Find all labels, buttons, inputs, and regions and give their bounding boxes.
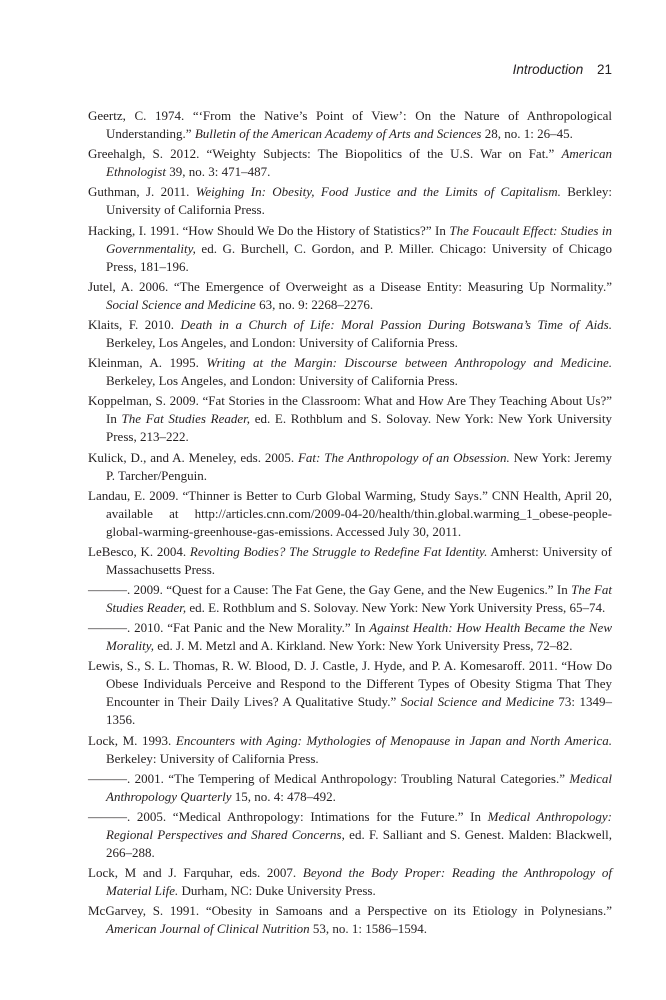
reference-text: Lewis, S., S. L. Thomas, R. W. Blood, D. J. Castle, J. Hyde, and P. A. Komesaroff. 2011. “How Do Obese Individuals Perceive and Respond to the Different Types of Obesity Stigma That They Encounter in Their Daily Lives? A Qualitative Study.” [88,658,612,710]
reference-text: ———. 2001. “The Tempering of Medical Anthropology: Troubling Natural Categories.” [88,770,570,786]
reference-details: Durham, NC: Duke University Press. [178,883,376,899]
reference-entry [88,487,612,541]
reference-title: Medical Anthropology Quarterly [106,770,612,804]
reference-text: Kleinman, A. 1995. [88,355,207,371]
reference-title: Death in a Church of Life: Moral Passion During Botswana’s Time of Aids. [180,316,612,332]
reference-title: Social Science and Medicine [400,694,554,710]
reference-text: ———. 2009. “Quest for a Cause: The Fat Gene, the Gay Gene, and the New Eugenics.” In [88,582,572,598]
reference-text: McGarvey, S. 1991. “Obesity in Samoans and a Perspective on its Etiology in Polynesians.” [88,903,612,919]
reference-entry [88,864,612,900]
section-title: Introduction [512,62,584,77]
reference-entry [88,392,612,446]
reference-title: The Fat Studies Reader, [121,411,251,427]
reference-title: Social Science and Medicine [106,296,256,312]
reference-text: Guthman, J. 2011. [88,184,196,200]
reference-text: Koppelman, S. 2009. “Fat Stories in the Classroom: What and How Are They Teaching About Us?” In [88,393,612,427]
reference-entry [88,278,612,314]
reference-details: Berkeley: University of California Press. [106,750,319,766]
reference-title: American Ethnologist [106,146,612,180]
reference-details: 73: 1349–1356. [106,694,612,728]
reference-details: ed. E. Rothblum and S. Solovay. New York: New York University Press, 65–74. [186,600,606,616]
reference-entry [88,183,612,219]
reference-title: Bulletin of the American Academy of Arts and Sciences [194,126,482,141]
reference-title: Weighing In: Obesity, Food Justice and the Limits of Capitalism. [195,184,561,200]
reference-entry [88,449,612,485]
reference-entry [88,222,612,276]
reference-entry [88,316,612,352]
reference-details: 28, no. 1: 26–45. [481,126,573,141]
reference-text: Klaits, F. 2010. [88,316,181,332]
reference-text: Landau, E. 2009. “Thinner is Better to Curb Global Warming, Study Says.” CNN Health, April 20, available at http://articles.cnn.com/2009-04-20/health/thin.global.warming_1_obese-people-global-warming-greenhouse-gas-emissions. Accessed July 30, 2011. [88,487,612,539]
reference-title: Revolting Bodies? The Struggle to Redefine Fat Identity. [189,543,488,559]
reference-title: Beyond the Body Proper: Reading the Anthropology of Material Life. [106,865,612,899]
reference-title: The Fat Studies Reader, [106,582,612,616]
reference-text: Greehalgh, S. 2012. “Weighty Subjects: The Biopolitics of the U.S. War on Fat.” [88,146,562,162]
reference-details: ed. E. Rothblum and S. Solovay. New York: New York University Press, 213–222. [106,411,612,445]
reference-title: Writing at the Margin: Discourse between Anthropology and Medicine. [206,355,613,371]
reference-text: Kulick, D., and A. Meneley, eds. 2005. [88,449,298,465]
reference-text: Jutel, A. 2006. “The Emergence of Overweight as a Disease Entity: Measuring Up Normality.” [88,278,612,294]
reference-details: ed. G. Burchell, C. Gordon, and P. Miller. Chicago: University of Chicago Press, 181–196. [106,240,612,274]
reference-entry [88,619,612,655]
reference-entry [88,770,612,806]
reference-details: 39, no. 3: 471–487. [165,164,271,180]
reference-details: ed. F. Salliant and S. Genest. Malden: Blackwell, 266–288. [106,827,612,860]
reference-title: Encounters with Aging: Mythologies of Menopause in Japan and North America. [175,732,612,748]
reference-entry [88,145,612,181]
reference-entry [88,657,612,729]
page-number: 21 [596,62,612,77]
reference-list [88,107,612,941]
reference-details: 63, no. 9: 2268–2276. [255,296,374,312]
reference-details: New York: Jeremy P. Tarcher/Penguin. [106,449,613,483]
reference-details: 15, no. 4: 478–492. [231,788,336,804]
reference-text: Lock, M. 1993. [88,732,176,748]
reference-title: The Foucault Effect: Studies in Governmentality, [106,222,612,256]
reference-details: Berkeley, Los Angeles, and London: University of California Press. [106,373,458,389]
reference-title: American Journal of Clinical Nutrition [106,921,310,937]
reference-entry [88,732,612,768]
reference-title: Against Health: How Health Became the New Morality, [106,620,612,654]
reference-entry [88,354,612,390]
reference-entry [88,902,612,938]
reference-text: Geertz, C. 1974. “‘From the Native’s Point of View’: On the Nature of Anthropological Understanding.” [88,108,612,141]
reference-entry [88,543,612,579]
reference-details: Berkeley, Los Angeles, and London: University of California Press. [106,334,458,350]
reference-text: ———. 2005. “Medical Anthropology: Intimations for the Future.” In [88,809,488,824]
reference-details: Berkley: University of California Press. [106,184,612,218]
reference-title: Medical Anthropology: Regional Perspectives and Shared Concerns, [106,809,612,842]
reference-entry [88,581,612,617]
reference-entry [88,107,612,143]
running-header [513,62,612,77]
reference-entry [88,808,612,862]
reference-text: ———. 2010. “Fat Panic and the New Morality.” In [88,620,370,636]
reference-text: Lock, M and J. Farquhar, eds. 2007. [88,865,303,881]
reference-details: Amherst: University of Massachusetts Press. [106,543,612,577]
reference-text: Hacking, I. 1991. “How Should We Do the History of Statistics?” In [88,222,450,238]
reference-details: ed. J. M. Metzl and A. Kirkland. New York: New York University Press, 72–82. [154,638,573,654]
reference-title: Fat: The Anthropology of an Obsession. [297,449,510,465]
reference-details: 53, no. 1: 1586–1594. [309,921,428,937]
reference-text: LeBesco, K. 2004. [88,543,190,559]
